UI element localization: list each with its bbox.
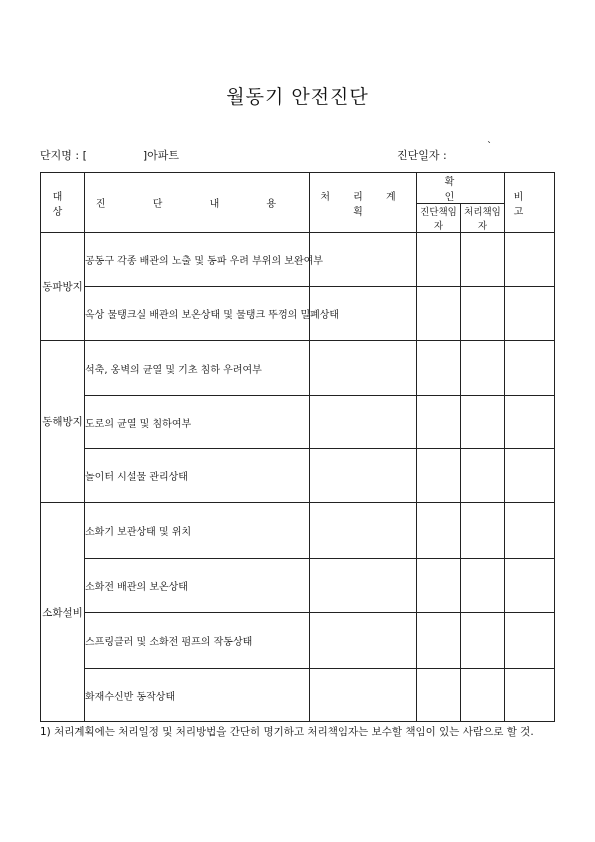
table-row: [41, 503, 555, 559]
document-title: 월동기 안전진단: [226, 86, 369, 108]
remarks-cell[interactable]: [505, 559, 555, 613]
inspector-cell[interactable]: [417, 287, 461, 341]
header-target: 대 상: [41, 173, 85, 233]
plan-cell[interactable]: [310, 669, 417, 722]
diagnosis-date-label: 진단일자 :: [397, 149, 447, 162]
table-row: [41, 669, 555, 722]
handler-cell[interactable]: [461, 559, 505, 613]
plan-cell[interactable]: [310, 233, 417, 287]
inspection-item-cell: 스프링클러 및 소화전 펌프의 작동상태: [85, 613, 310, 669]
complex-name-label: 단지명 : [: [40, 149, 87, 162]
remarks-cell[interactable]: [505, 396, 555, 449]
handler-cell[interactable]: [461, 449, 505, 503]
table-row: [41, 613, 555, 669]
handler-cell[interactable]: [461, 503, 505, 559]
category-cell: 소화설비: [41, 503, 85, 722]
remarks-cell[interactable]: [505, 613, 555, 669]
category-cell: 동파방지: [41, 233, 85, 341]
header-confirm: 확 인: [417, 173, 505, 204]
table-row: [41, 396, 555, 449]
header-plan: 처 리 계 획: [310, 173, 417, 233]
inspection-item-cell: 소화기 보관상태 및 위치: [85, 503, 310, 559]
header-inspector: 진단책임자: [417, 204, 461, 233]
category-cell: 동해방지: [41, 341, 85, 503]
handler-cell[interactable]: [461, 341, 505, 396]
inspector-cell[interactable]: [417, 613, 461, 669]
complex-name-line: [40, 147, 179, 163]
plan-cell[interactable]: [310, 613, 417, 669]
remarks-cell[interactable]: [505, 233, 555, 287]
remarks-cell[interactable]: [505, 341, 555, 396]
inspection-item-cell: 화재수신반 동작상태: [85, 669, 310, 722]
inspection-item-cell: 소화전 배관의 보온상태: [85, 559, 310, 613]
plan-cell[interactable]: [310, 341, 417, 396]
header-remarks: 비 고: [505, 173, 555, 233]
diagnosis-date-line: [397, 141, 492, 163]
inspector-cell[interactable]: [417, 396, 461, 449]
inspector-cell[interactable]: [417, 559, 461, 613]
table-row: [41, 559, 555, 613]
inspection-table: [40, 172, 555, 722]
remarks-cell[interactable]: [505, 287, 555, 341]
date-mark: `: [487, 141, 492, 152]
handler-cell[interactable]: [461, 233, 505, 287]
header-content: 진 단 내 용: [85, 173, 310, 233]
inspection-item-cell: 도로의 균열 및 침하여부: [85, 396, 310, 449]
handler-cell[interactable]: [461, 613, 505, 669]
inspection-item-cell: 석축, 옹벽의 균열 및 기초 침하 우려여부: [85, 341, 310, 396]
plan-cell[interactable]: [310, 503, 417, 559]
handler-cell[interactable]: [461, 669, 505, 722]
plan-cell[interactable]: [310, 449, 417, 503]
remarks-cell[interactable]: [505, 449, 555, 503]
apartment-suffix: ]아파트: [142, 149, 180, 162]
plan-cell[interactable]: [310, 396, 417, 449]
inspector-cell[interactable]: [417, 669, 461, 722]
inspection-item-cell: 공동구 각종 배관의 노출 및 동파 우려 부위의 보완여부: [85, 233, 310, 287]
handler-cell[interactable]: [461, 396, 505, 449]
table-row: [41, 287, 555, 341]
remarks-cell[interactable]: [505, 503, 555, 559]
plan-cell[interactable]: [310, 559, 417, 613]
inspection-item-cell: 놀이터 시설물 관리상태: [85, 449, 310, 503]
table-row: [41, 233, 555, 287]
table-row: [41, 341, 555, 396]
footnote: 1) 처리계획에는 처리일정 및 처리방법을 간단히 명기하고 처리책임자는 보수할 책임이 있는 사람으로 할 것.: [40, 726, 534, 738]
inspector-cell[interactable]: [417, 503, 461, 559]
table-row: [41, 449, 555, 503]
inspection-item-cell: 옥상 물탱크실 배관의 보온상태 및 물탱크 뚜껑의 밀폐상태: [85, 287, 310, 341]
inspection-table-body: [41, 233, 555, 722]
handler-cell[interactable]: [461, 287, 505, 341]
remarks-cell[interactable]: [505, 669, 555, 722]
header-handler: 처리책임자: [461, 204, 505, 233]
inspector-cell[interactable]: [417, 233, 461, 287]
inspector-cell[interactable]: [417, 341, 461, 396]
inspector-cell[interactable]: [417, 449, 461, 503]
